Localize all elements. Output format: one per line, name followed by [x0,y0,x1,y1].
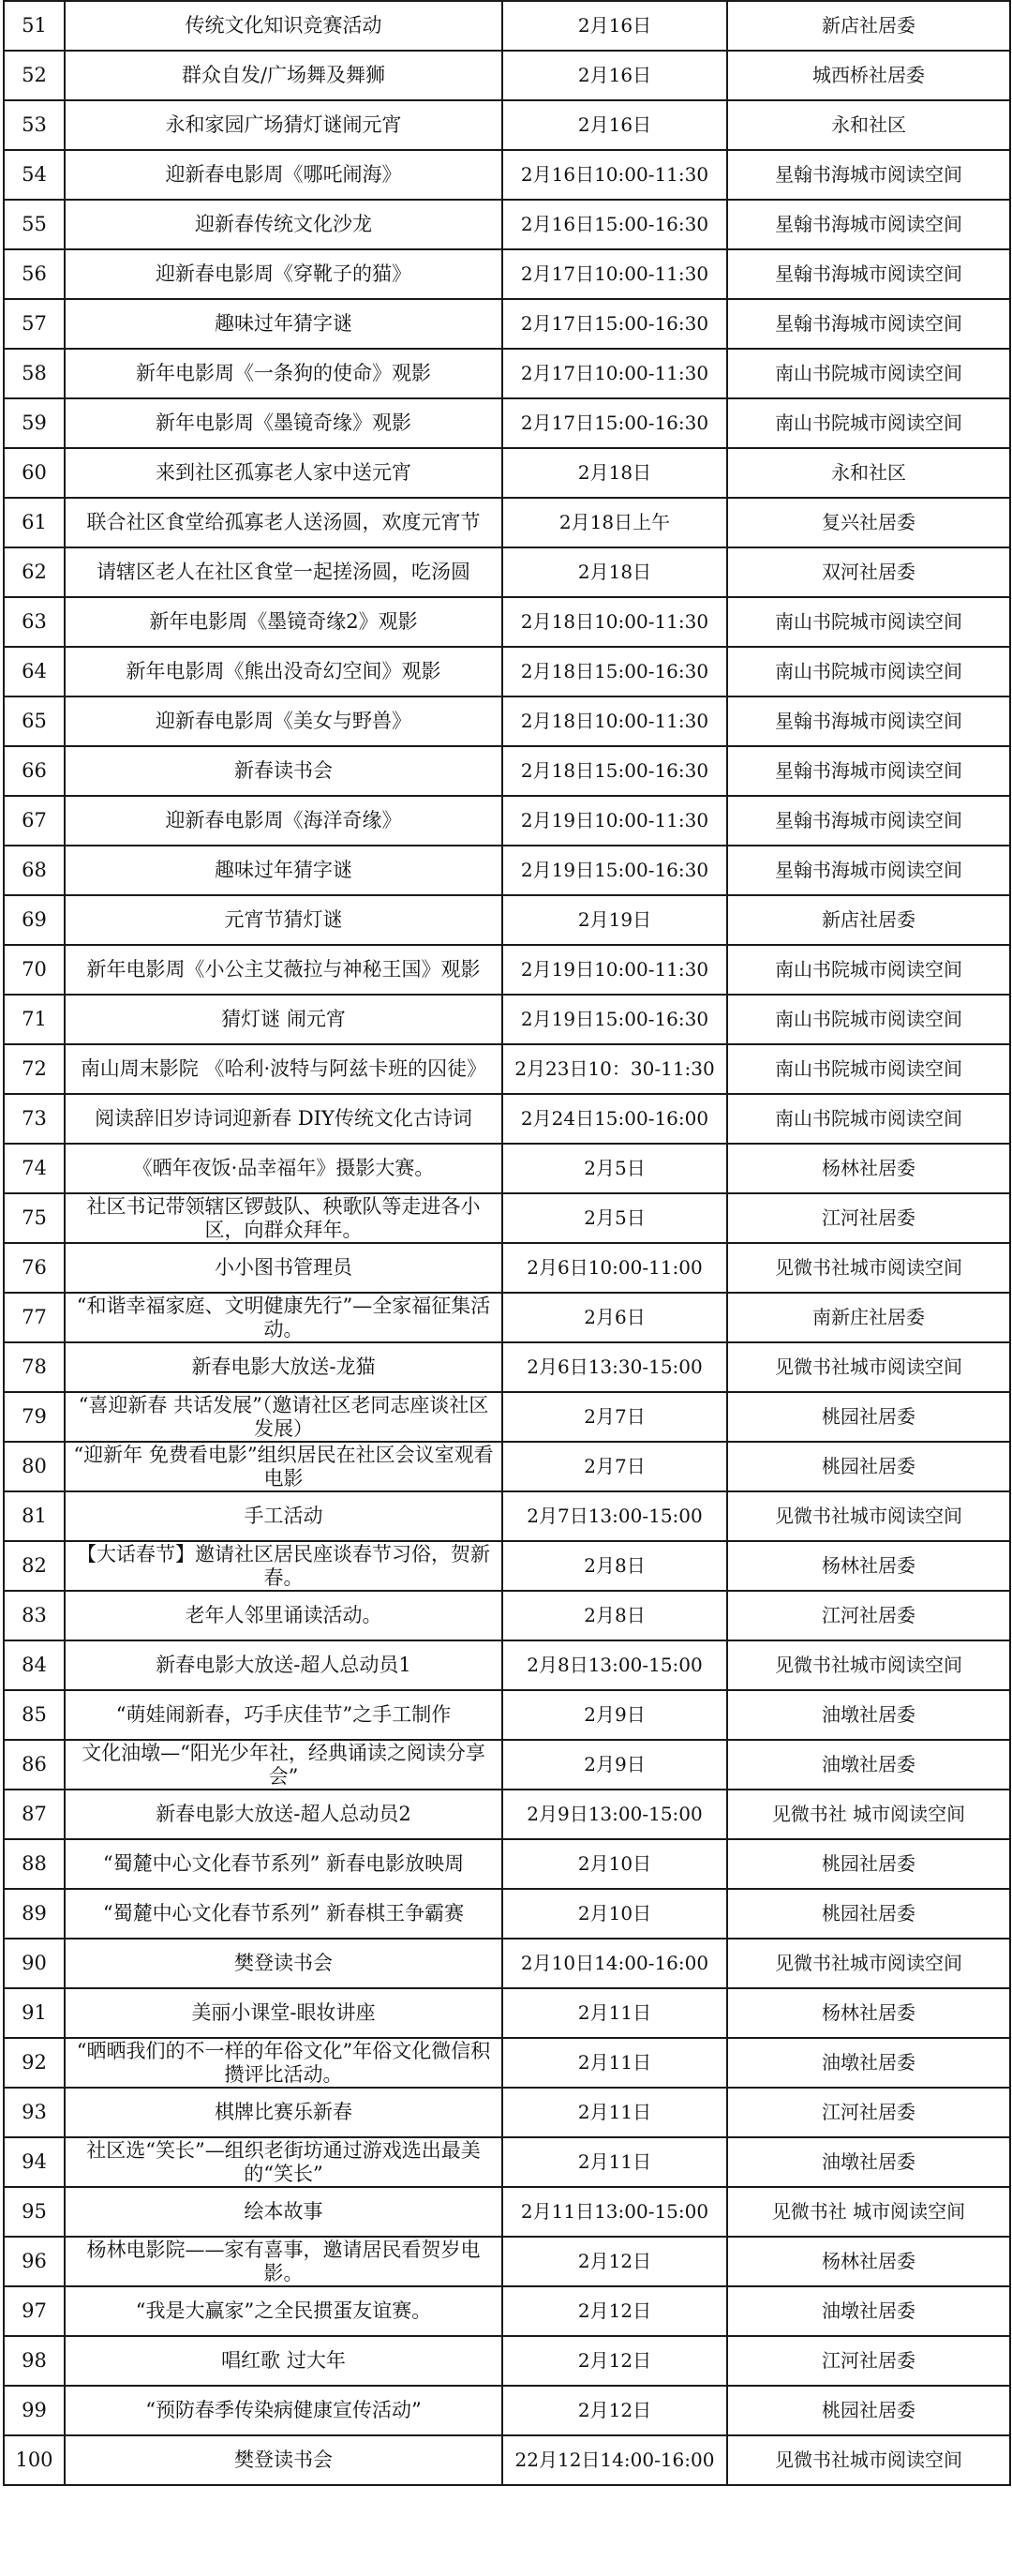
activity-time-cell: 2月19日10:00-11:30 [502,796,727,846]
table-row [4,249,1010,299]
activity-time-cell: 2月12日 [502,2286,727,2336]
activity-time-cell: 2月11日 [502,1988,727,2038]
activity-time-cell: 2月12日 [502,2386,727,2435]
table-row [4,796,1010,846]
row-number-cell: 52 [4,51,65,100]
activity-location-cell: 城西桥社居委 [727,51,1010,100]
row-number-cell: 87 [4,1790,65,1839]
activity-location-cell: 油墩社居委 [727,2286,1010,2336]
activity-name-cell: 棋牌比赛乐新春 [65,2088,502,2137]
activity-location-cell: 桃园社居委 [727,2386,1010,2435]
activity-name-cell: 迎新春电影周《海洋奇缘》 [65,796,502,846]
activity-name-cell: 《晒年夜饭·品幸福年》摄影大赛。 [65,1144,502,1193]
activity-name-cell: 绘本故事 [65,2187,502,2237]
activity-time-cell: 2月11日 [502,2038,727,2088]
activity-time-cell: 2月18日15:00-16:30 [502,647,727,696]
table-row [4,2088,1010,2137]
activity-location-cell: 油墩社居委 [727,1740,1010,1790]
row-number-cell: 72 [4,1044,65,1094]
activity-location-cell: 星翰书海城市阅读空间 [727,696,1010,746]
activity-time-cell: 2月18日15:00-16:30 [502,746,727,796]
activity-name-cell: 联合社区食堂给孤寡老人送汤圆，欢度元宵节 [65,498,502,547]
activity-location-cell: 南山书院城市阅读空间 [727,945,1010,995]
row-number-cell: 89 [4,1889,65,1939]
table-row [4,1442,1010,1491]
row-number-cell: 53 [4,100,65,150]
row-number-cell: 84 [4,1640,65,1690]
activity-time-cell: 2月16日15:00-16:30 [502,200,727,249]
table-row [4,1740,1010,1790]
activity-time-cell: 2月10日14:00-16:00 [502,1939,727,1988]
activity-time-cell: 2月9日 [502,1740,727,1790]
activity-time-cell: 2月19日15:00-16:30 [502,995,727,1044]
activity-location-cell: 南山书院城市阅读空间 [727,398,1010,448]
row-number-cell: 57 [4,299,65,349]
table-row [4,547,1010,597]
table-row [4,895,1010,945]
table-row [4,2038,1010,2088]
table-row [4,448,1010,498]
table-row [4,1889,1010,1939]
table-row [4,51,1010,100]
activity-name-cell: 小小图书管理员 [65,1243,502,1293]
activity-time-cell: 2月8日 [502,1541,727,1591]
table-row [4,846,1010,895]
activity-time-cell: 2月19日15:00-16:30 [502,846,727,895]
activity-name-cell: “晒晒我们的不一样的年俗文化”年俗文化微信积攒评比活动。 [65,2038,502,2088]
activity-location-cell: 杨林社居委 [727,1541,1010,1591]
activity-time-cell: 2月6日 [502,1293,727,1342]
activity-name-cell: 手工活动 [65,1491,502,1541]
row-number-cell: 56 [4,249,65,299]
row-number-cell: 60 [4,448,65,498]
row-number-cell: 94 [4,2137,65,2187]
table-row [4,200,1010,249]
table-row [4,1144,1010,1193]
activity-name-cell: 老年人邻里诵读活动。 [65,1591,502,1640]
activity-time-cell: 2月17日15:00-16:30 [502,398,727,448]
activity-location-cell: 星翰书海城市阅读空间 [727,796,1010,846]
activity-time-cell: 2月17日15:00-16:30 [502,299,727,349]
activity-name-cell: 迎新春电影周《美女与野兽》 [65,696,502,746]
activity-location-cell: 油墩社居委 [727,1690,1010,1740]
activity-time-cell: 2月18日 [502,547,727,597]
activity-location-cell: 南新庄社居委 [727,1293,1010,1342]
activity-name-cell: 趣味过年猜字谜 [65,299,502,349]
activity-name-cell: 群众自发/广场舞及舞狮 [65,51,502,100]
activity-time-cell: 2月16日 [502,100,727,150]
activity-name-cell: 新年电影周《一条狗的使命》观影 [65,349,502,398]
activity-time-cell: 2月23日10：30-11:30 [502,1044,727,1094]
activity-location-cell: 新店社居委 [727,1,1010,51]
activity-time-cell: 2月7日 [502,1392,727,1442]
row-number-cell: 62 [4,547,65,597]
activity-name-cell: “萌娃闹新春，巧手庆佳节”之手工制作 [65,1690,502,1740]
table-row [4,1591,1010,1640]
table-row [4,498,1010,547]
table-row [4,746,1010,796]
activity-name-cell: 文化油墩—“阳光少年社，经典诵读之阅读分享会” [65,1740,502,1790]
activity-location-cell: 星翰书海城市阅读空间 [727,846,1010,895]
table-row [4,1342,1010,1392]
activity-time-cell: 2月12日 [502,2336,727,2386]
row-number-cell: 83 [4,1591,65,1640]
activity-location-cell: 油墩社居委 [727,2137,1010,2187]
row-number-cell: 77 [4,1293,65,1342]
table-row [4,2435,1010,2485]
table-row [4,1640,1010,1690]
activity-time-cell: 2月9日 [502,1690,727,1740]
activity-location-cell: 星翰书海城市阅读空间 [727,150,1010,200]
row-number-cell: 73 [4,1094,65,1144]
activity-name-cell: 趣味过年猜字谜 [65,846,502,895]
table-row [4,1193,1010,1243]
activity-time-cell: 2月19日10:00-11:30 [502,945,727,995]
activity-time-cell: 2月8日13:00-15:00 [502,1640,727,1690]
activity-location-cell: 杨林社居委 [727,2237,1010,2286]
activity-name-cell: 【大话春节】邀请社区居民座谈春节习俗，贺新春。 [65,1541,502,1591]
activity-location-cell: 星翰书海城市阅读空间 [727,249,1010,299]
row-number-cell: 65 [4,696,65,746]
activity-name-cell: 来到社区孤寡老人家中送元宵 [65,448,502,498]
row-number-cell: 82 [4,1541,65,1591]
activity-location-cell: 永和社区 [727,100,1010,150]
activity-name-cell: “蜀麓中心文化春节系列” 新春电影放映周 [65,1839,502,1889]
table-row [4,1392,1010,1442]
activity-name-cell: 新春电影大放送-超人总动员1 [65,1640,502,1690]
row-number-cell: 90 [4,1939,65,1988]
row-number-cell: 74 [4,1144,65,1193]
table-row [4,1491,1010,1541]
activity-location-cell: 南山书院城市阅读空间 [727,597,1010,647]
table-row [4,1690,1010,1740]
table-row [4,349,1010,398]
activity-name-cell: 新春电影大放送-超人总动员2 [65,1790,502,1839]
activity-time-cell: 2月7日13:00-15:00 [502,1491,727,1541]
activity-location-cell: 桃园社居委 [727,1442,1010,1491]
activity-name-cell: 迎新春传统文化沙龙 [65,200,502,249]
activity-time-cell: 2月11日13:00-15:00 [502,2187,727,2237]
activity-location-cell: 桃园社居委 [727,1392,1010,1442]
activity-location-cell: 南山书院城市阅读空间 [727,1094,1010,1144]
table-row [4,1,1010,51]
event-schedule-table [3,0,1011,2486]
activity-time-cell: 2月16日10:00-11:30 [502,150,727,200]
row-number-cell: 85 [4,1690,65,1740]
activity-location-cell: 南山书院城市阅读空间 [727,647,1010,696]
activity-time-cell: 2月7日 [502,1442,727,1491]
row-number-cell: 98 [4,2336,65,2386]
row-number-cell: 92 [4,2038,65,2088]
table-row [4,1243,1010,1293]
row-number-cell: 78 [4,1342,65,1392]
activity-name-cell: 永和家园广场猜灯谜闹元宵 [65,100,502,150]
table-row [4,2237,1010,2286]
row-number-cell: 61 [4,498,65,547]
activity-name-cell: 迎新春电影周《穿靴子的猫》 [65,249,502,299]
activity-location-cell: 桃园社居委 [727,1889,1010,1939]
activity-location-cell: 见微书社城市阅读空间 [727,1243,1010,1293]
activity-name-cell: 猜灯谜 闹元宵 [65,995,502,1044]
activity-time-cell: 2月10日 [502,1839,727,1889]
activity-location-cell: 南山书院城市阅读空间 [727,1044,1010,1094]
activity-time-cell: 2月8日 [502,1591,727,1640]
activity-name-cell: “和谐幸福家庭、文明健康先行”—全家福征集活动。 [65,1293,502,1342]
activity-time-cell: 2月5日 [502,1144,727,1193]
table-row [4,100,1010,150]
activity-location-cell: 杨林社居委 [727,1988,1010,2038]
activity-name-cell: “蜀麓中心文化春节系列” 新春棋王争霸赛 [65,1889,502,1939]
row-number-cell: 79 [4,1392,65,1442]
row-number-cell: 69 [4,895,65,945]
table-row [4,2187,1010,2237]
activity-location-cell: 见微书社城市阅读空间 [727,2435,1010,2485]
row-number-cell: 67 [4,796,65,846]
activity-location-cell: 见微书社城市阅读空间 [727,1640,1010,1690]
activity-location-cell: 南山书院城市阅读空间 [727,995,1010,1044]
activity-time-cell: 2月6日10:00-11:00 [502,1243,727,1293]
activity-location-cell: 星翰书海城市阅读空间 [727,299,1010,349]
activity-time-cell: 2月18日10:00-11:30 [502,597,727,647]
activity-location-cell: 见微书社 城市阅读空间 [727,2187,1010,2237]
row-number-cell: 58 [4,349,65,398]
activity-name-cell: 社区选“笑长”—组织老街坊通过游戏选出最美的“笑长” [65,2137,502,2187]
row-number-cell: 80 [4,1442,65,1491]
activity-time-cell: 2月9日13:00-15:00 [502,1790,727,1839]
row-number-cell: 93 [4,2088,65,2137]
activity-location-cell: 星翰书海城市阅读空间 [727,200,1010,249]
activity-name-cell: 新年电影周《熊出没奇幻空间》观影 [65,647,502,696]
activity-time-cell: 2月18日10:00-11:30 [502,696,727,746]
activity-time-cell: 2月5日 [502,1193,727,1243]
activity-location-cell: 桃园社居委 [727,1839,1010,1889]
activity-location-cell: 南山书院城市阅读空间 [727,349,1010,398]
table-row [4,398,1010,448]
activity-time-cell: 2月18日 [502,448,727,498]
table-row [4,1839,1010,1889]
activity-name-cell: 樊登读书会 [65,2435,502,2485]
table-row [4,1790,1010,1839]
activity-time-cell: 2月11日 [502,2137,727,2187]
activity-location-cell: 江河社居委 [727,1193,1010,1243]
activity-name-cell: “迎新年 免费看电影”组织居民在社区会议室观看电影 [65,1442,502,1491]
table-row [4,1988,1010,2038]
activity-location-cell: 江河社居委 [727,2088,1010,2137]
row-number-cell: 97 [4,2286,65,2336]
activity-time-cell: 2月11日 [502,2088,727,2137]
table-row [4,1939,1010,1988]
row-number-cell: 100 [4,2435,65,2485]
table-body [4,1,1010,2485]
activity-time-cell: 2月17日10:00-11:30 [502,349,727,398]
activity-time-cell: 2月17日10:00-11:30 [502,249,727,299]
activity-name-cell: 新年电影周《墨镜奇缘》观影 [65,398,502,448]
activity-time-cell: 2月18日上午 [502,498,727,547]
activity-name-cell: 美丽小课堂-眼妆讲座 [65,1988,502,2038]
activity-name-cell: 元宵节猜灯谜 [65,895,502,945]
activity-name-cell: 新春电影大放送-龙猫 [65,1342,502,1392]
table-row [4,995,1010,1044]
activity-time-cell: 2月6日13:30-15:00 [502,1342,727,1392]
activity-name-cell: “喜迎新春 共话发展”（邀请社区老同志座谈社区发展） [65,1392,502,1442]
activity-time-cell: 2月10日 [502,1889,727,1939]
table-row [4,597,1010,647]
activity-name-cell: 社区书记带领辖区锣鼓队、秧歌队等走进各小区，向群众拜年。 [65,1193,502,1243]
row-number-cell: 59 [4,398,65,448]
table-row [4,2137,1010,2187]
table-row [4,945,1010,995]
row-number-cell: 51 [4,1,65,51]
activity-location-cell: 永和社区 [727,448,1010,498]
activity-name-cell: “预防春季传染病健康宣传活动” [65,2386,502,2435]
activity-location-cell: 星翰书海城市阅读空间 [727,746,1010,796]
activity-name-cell: 新年电影周《小公主艾薇拉与神秘王国》观影 [65,945,502,995]
row-number-cell: 86 [4,1740,65,1790]
activity-time-cell: 2月24日15:00-16:00 [502,1094,727,1144]
row-number-cell: 76 [4,1243,65,1293]
table-row [4,2286,1010,2336]
activity-name-cell: 樊登读书会 [65,1939,502,1988]
activity-location-cell: 见微书社城市阅读空间 [727,1491,1010,1541]
activity-name-cell: “我是大赢家”之全民掼蛋友谊赛。 [65,2286,502,2336]
activity-location-cell: 新店社居委 [727,895,1010,945]
activity-name-cell: 杨林电影院——家有喜事，邀请居民看贺岁电影。 [65,2237,502,2286]
activity-name-cell: 新年电影周《墨镜奇缘2》观影 [65,597,502,647]
row-number-cell: 66 [4,746,65,796]
row-number-cell: 75 [4,1193,65,1243]
table-row [4,1541,1010,1591]
table-row [4,2336,1010,2386]
row-number-cell: 68 [4,846,65,895]
row-number-cell: 88 [4,1839,65,1889]
table-row [4,150,1010,200]
activity-location-cell: 双河社居委 [727,547,1010,597]
row-number-cell: 91 [4,1988,65,2038]
activity-location-cell: 江河社居委 [727,2336,1010,2386]
table-row [4,1044,1010,1094]
row-number-cell: 64 [4,647,65,696]
activity-location-cell: 江河社居委 [727,1591,1010,1640]
row-number-cell: 99 [4,2386,65,2435]
activity-name-cell: 迎新春电影周《哪吒闹海》 [65,150,502,200]
table-row [4,1094,1010,1144]
activity-location-cell: 见微书社城市阅读空间 [727,1342,1010,1392]
table-row [4,2386,1010,2435]
row-number-cell: 54 [4,150,65,200]
activity-name-cell: 新春读书会 [65,746,502,796]
activity-name-cell: 南山周末影院 《哈利·波特与阿兹卡班的囚徒》 [65,1044,502,1094]
table-row [4,299,1010,349]
activity-time-cell: 2月12日 [502,2237,727,2286]
row-number-cell: 81 [4,1491,65,1541]
activity-time-cell: 2月19日 [502,895,727,945]
activity-name-cell: 传统文化知识竞赛活动 [65,1,502,51]
activity-name-cell: 唱红歌 过大年 [65,2336,502,2386]
table-row [4,647,1010,696]
activity-location-cell: 复兴社居委 [727,498,1010,547]
activity-location-cell: 油墩社居委 [727,2038,1010,2088]
activity-time-cell: 22月12日14:00-16:00 [502,2435,727,2485]
row-number-cell: 63 [4,597,65,647]
row-number-cell: 55 [4,200,65,249]
row-number-cell: 95 [4,2187,65,2237]
activity-time-cell: 2月16日 [502,1,727,51]
activity-location-cell: 见微书社 城市阅读空间 [727,1790,1010,1839]
table-row [4,1293,1010,1342]
activity-location-cell: 见微书社城市阅读空间 [727,1939,1010,1988]
row-number-cell: 71 [4,995,65,1044]
table-row [4,696,1010,746]
activity-location-cell: 杨林社居委 [727,1144,1010,1193]
row-number-cell: 70 [4,945,65,995]
activity-name-cell: 请辖区老人在社区食堂一起搓汤圆，吃汤圆 [65,547,502,597]
activity-name-cell: 阅读辞旧岁诗词迎新春 DIY传统文化古诗词 [65,1094,502,1144]
activity-time-cell: 2月16日 [502,51,727,100]
row-number-cell: 96 [4,2237,65,2286]
